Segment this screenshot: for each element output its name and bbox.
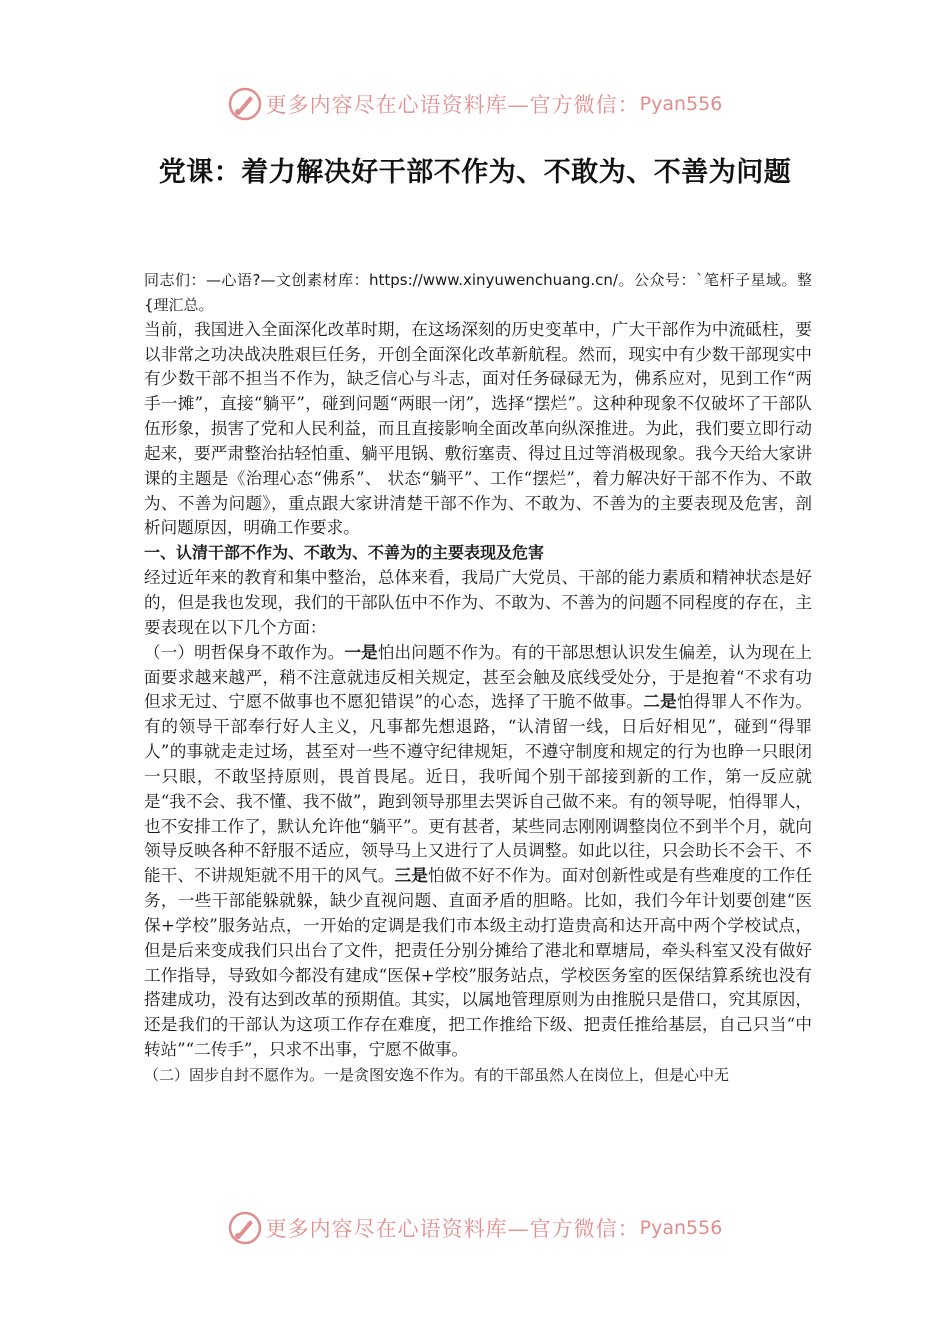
footer-watermark-banner	[0, 1208, 950, 1248]
brush-logo-icon	[228, 87, 262, 121]
banner-text: 更多内容尽在心语资料库—官方微信：	[265, 1217, 640, 1241]
document-body	[144, 268, 812, 1088]
paragraph-3	[144, 641, 812, 1063]
document-title: 党课：着力解决好干部不作为、不敢为、不善为问题	[158, 157, 792, 188]
paragraph-4: （二）固步自封不愿作为。一是贪图安逸不作为。有的干部虽然人在岗位上，但是心中无	[144, 1066, 730, 1084]
point-text-2: 怕得罪人不作为。有的领导干部奉行好人主义，凡事都先想退路，“认清留一线，日后好相见”，碰到“得罪人”的事就走走过场，甚至对一些不遵守纪律规矩，不遵守制度和规定的行为也睁一只眼闭一只眼，不敢坚持原则，畏首畏尾。近日，我听闻个别干部接到新的工作，第一反应就是“我不会、我不懂、我不做”，跑到领导那里去哭诉自己做不来。有的领导呢，怕得罪人，也不安排工作了，默认允许他“躺平”。更有甚者，某些同志刚刚调整岗位不到半个月，就向领导反映各种不舒服不适应，领导马上又进行了人员调整。如此以往，只会助长不会干、不能干、不讲规矩就不用干的风气。	[144, 692, 813, 886]
paragraph-1: 当前，我国进入全面深化改革时期，在这场深刻的历史变革中，广大干部作为中流砥柱，要以非常之功决战决胜艰巨任务，开创全面深化改革新航程。然而，现实中有少数干部现实中有少数干部不担当不作为，缺乏信心与斗志，面对任务碌碌无为，佛系应对，见到工作“两手一摊”，直接“躺平”，碰到问题“两眼一闭”，选择“摆烂”。这种种现象不仅破坏了干部队伍形象，损害了党和人民利益，而且直接影响全面改革向纵深推进。为此，我们要立即行动起来，要严肃整治拈轻怕重、躺平甩锅、敷衍塞责、得过且过等消极现象。我今天给大家讲课的主题是《治理心态“佛系”、 状态“躺平”、工作“摆烂”，着力解决好干部不作为、不敢为、不善为问题》，重点跟大家讲清楚干部不作为、不敢为、不善为的主要表现及危害，剖析问题原因，明确工作要求。	[144, 319, 812, 538]
brush-logo-icon	[228, 1211, 262, 1245]
intro-line: 同志们：—心语?—文创素材库：https://www.xinyuwenchuang.cn/。公众号：`笔杆子星域。整{理汇总。	[144, 271, 812, 314]
point-marker-3: 三是	[394, 866, 428, 886]
section-heading-1: 一、认清干部不作为、不敢为、不善为的主要表现及危害	[144, 543, 545, 563]
banner-handle: Pyan556	[639, 1217, 723, 1239]
subsection-lead: （一）明哲保身不敢作为。	[144, 642, 345, 662]
point-text-1: 怕出问题不作为。有的干部思想认识发生偏差，认为现在上面要求越来越严，稍不注意就违反相关规定，甚至会触及底线受处分，于是抱着“不求有功但求无过、宁愿不做事也不愿犯错误”的心态，选择了干脆不做事。	[144, 642, 813, 712]
header-watermark-banner	[0, 84, 950, 124]
point-marker-2: 二是	[643, 692, 678, 712]
point-text-3: 怕做不好不作为。面对创新性或是有些难度的工作任务，一些干部能躲就躲，缺少直视问题、直面矛盾的胆略。比如，我们今年计划要创建“医保+学校”服务站点，一开始的定调是我们市本级主动打造贵高和达开高中两个学校试点，但是后来变成我们只出台了文件，把责任分别分摊给了港北和覃塘局，牵头科室又没有做好工作指导，导致如今都没有建成“医保+学校”服务站点，学校医务室的医保结算系统也没有搭建成功，没有达到改革的预期值。其实，以属地管理原则为由推脱只是借口，究其原因，还是我们的干部认为这项工作存在难度，把工作推给下级、把责任推给基层，自己只当“中转站”“二传手”，只求不出事，宁愿不做事。	[144, 866, 813, 1060]
paragraph-2: 经过近年来的教育和集中整治，总体来看，我局广大党员、干部的能力素质和精神状态是好的，但是我也发现，我们的干部队伍中不作为、不敢为、不善为的问题不同程度的存在，主要表现在以下几个方面：	[144, 568, 812, 637]
point-marker-1: 一是	[344, 642, 378, 662]
banner-handle: Pyan556	[639, 93, 723, 115]
banner-text: 更多内容尽在心语资料库—官方微信：	[265, 93, 640, 117]
